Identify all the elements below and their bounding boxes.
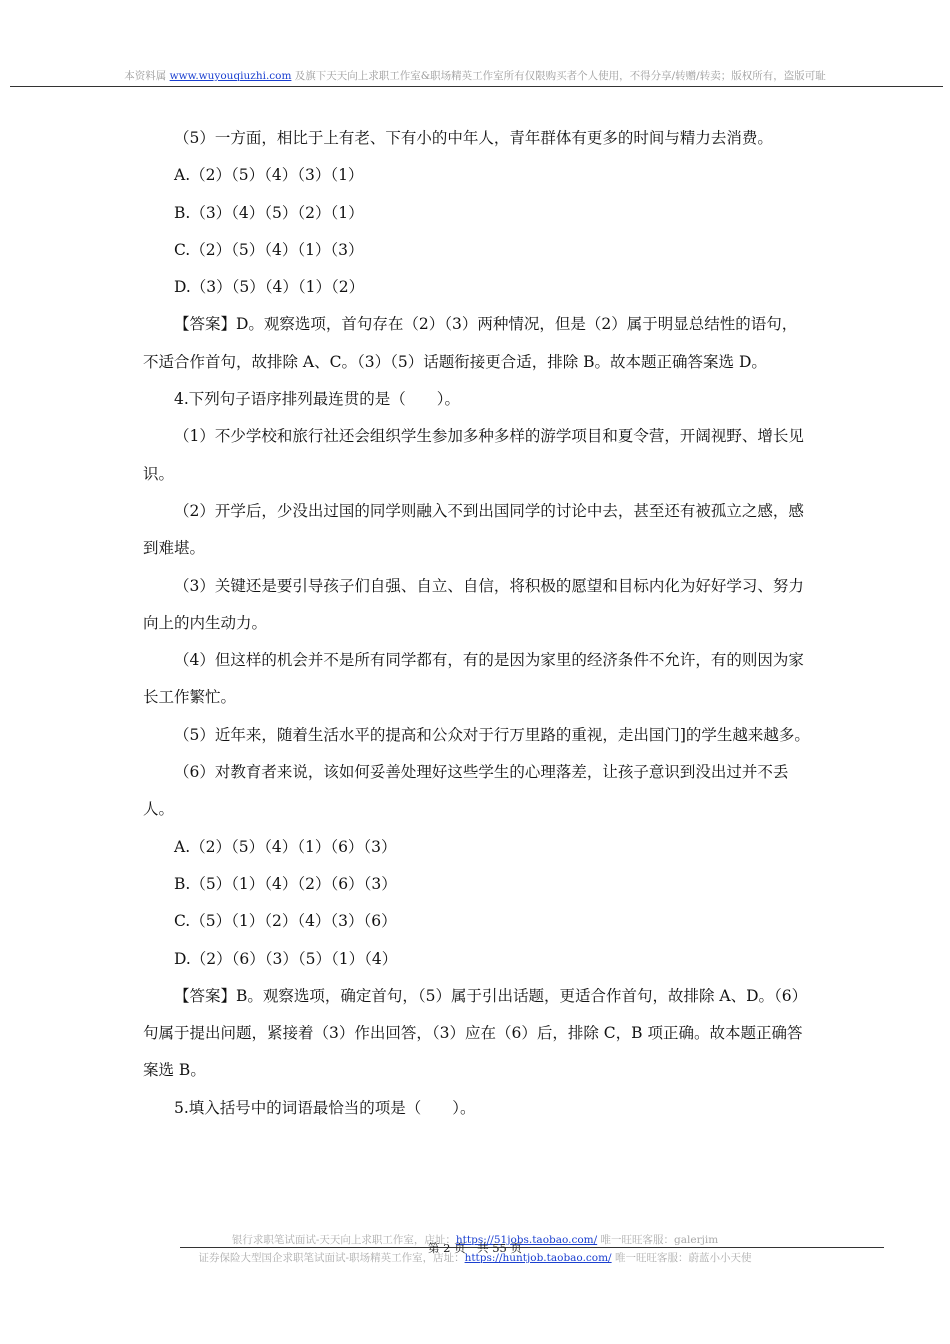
question-5-title: 5.填入括号中的词语最恰当的项是（ ）。 — [174, 1098, 476, 1117]
document-body — [143, 120, 810, 1127]
footer3-suffix: 唯一旺旺客服：蔚蓝小小天使 — [611, 1252, 752, 1264]
footer3-prefix: 证券保险大型国企求职笔试面试-职场精英工作室，店址： — [198, 1252, 465, 1264]
answer-explanation: 【答案】B。观察选项，确定首句，（5）属于引出话题，更适合作首句，故排除 A、D。（6）句属于提出问题，紧接着（3）作出回答，（3）应在（6）后，排除 C，B 项正确。故本题正确答案选 B。 — [143, 986, 808, 1080]
sentence-1: （1）不少学校和旅行社还会组织学生参加多种多样的游学项目和夏令营，开阔视野、增长见识。 — [143, 427, 804, 483]
option-b: B.（5）（1）（4）（2）（6）（3） — [174, 874, 397, 893]
footer1-link[interactable]: https://51jobs.taobao.com/ — [455, 1234, 598, 1246]
option-d: D.（3）（5）（4）（1）（2） — [174, 278, 365, 297]
option-a: A.（2）（5）（4）（3）（1） — [174, 166, 364, 185]
sentence-6: （6）对教育者来说，该如何妥善处理好这些学生的心理落差，让孩子意识到没出过并不丢人。 — [143, 763, 789, 819]
answer-explanation: 【答案】D。观察选项，首句存在（2）（3）两种情况，但是（2）属于明显总结性的语句，不适合作首句，故排除 A、C。（3）（5）话题衔接更合适，排除 B。故本题正确答案选 D。 — [143, 315, 798, 371]
page-header — [0, 68, 950, 83]
option-c: C.（5）（1）（2）（4）（3）（6） — [174, 912, 397, 931]
statement-5: （5）一方面，相比于上有老、下有小的中年人，青年群体有更多的时间与精力去消费。 — [174, 129, 773, 147]
footer-shop-line-2 — [0, 1250, 950, 1265]
option-a: A.（2）（5）（4）（1）（6）（3） — [174, 837, 397, 856]
header-link[interactable]: www.wuyouqiuzhi.com — [169, 70, 292, 82]
header-divider — [10, 86, 943, 87]
sentence-2: （2）开学后，少没出过国的同学则融入不到出国同学的讨论中去，甚至还有被孤立之感，感到难堪。 — [143, 501, 804, 558]
header-prefix: 本资料属 — [124, 70, 170, 82]
option-b: B.（3）（4）（5）（2）（1） — [174, 203, 364, 222]
sentence-5: （5）近年来，随着生活水平的提高和公众对于行万里路的重视，走出国门]的学生越来越多。 — [174, 725, 810, 744]
question-4-title: 4.下列句子语序排列最连贯的是（ ）。 — [174, 390, 461, 409]
footer3-link[interactable]: https://huntjob.taobao.com/ — [464, 1252, 612, 1264]
footer1-prefix: 银行求职笔试面试-天天向上求职工作室，店址： — [231, 1234, 456, 1246]
sentence-4: （4）但这样的机会并不是所有同学都有，有的是因为家里的经济条件不允许，有的则因为家长工作繁忙。 — [143, 651, 804, 707]
option-d: D.（2）（6）（3）（5）（1）（4） — [174, 949, 398, 968]
page-number: 第 2 页 共 55 页 — [427, 1241, 523, 1255]
sentence-3: （3）关键还是要引导孩子们自强、自立、自信，将积极的愿望和目标内化为好好学习、努力向上的内生动力。 — [143, 576, 804, 632]
header-suffix: 及旗下天天向上求职工作室&职场精英工作室所有仅限购买者个人使用，不得分享/转赠/转卖；版权所有，盗版可耻 — [291, 70, 826, 82]
option-c: C.（2）（5）（4）（1）（3） — [174, 240, 364, 259]
footer1-suffix: 唯一旺旺客服：galerjim — [597, 1234, 719, 1246]
